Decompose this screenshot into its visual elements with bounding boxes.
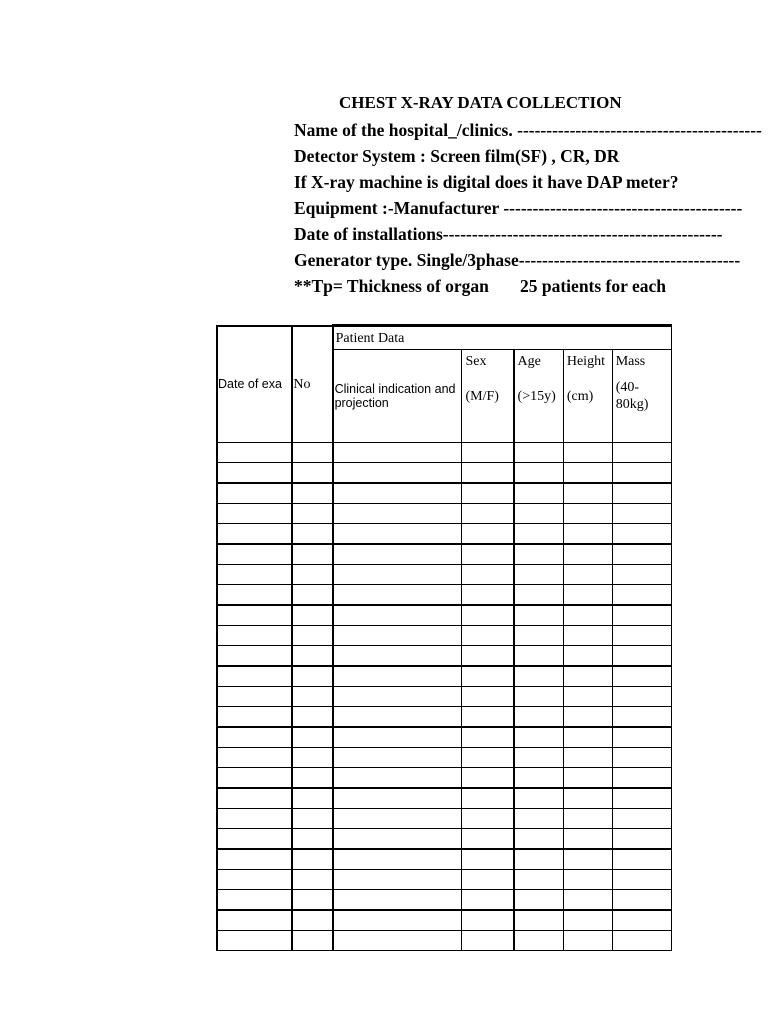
table-row <box>217 788 672 809</box>
table-row <box>217 910 672 931</box>
patient-data-table <box>216 324 672 951</box>
table-cell[interactable] <box>217 666 292 687</box>
table-cell[interactable] <box>563 626 612 646</box>
table-cell[interactable] <box>462 443 514 463</box>
table-cell[interactable] <box>563 849 612 870</box>
table-cell[interactable] <box>292 646 332 667</box>
table-row <box>217 768 672 789</box>
mass-header-cell <box>612 350 671 443</box>
patient-data-group-header: Patient Data <box>335 331 405 346</box>
table-cell[interactable] <box>217 748 292 768</box>
table-cell[interactable] <box>217 849 292 870</box>
table-cell[interactable] <box>612 687 671 707</box>
table-cell[interactable] <box>333 605 462 626</box>
table-row <box>217 585 672 606</box>
table-cell[interactable] <box>612 890 671 911</box>
table-cell[interactable] <box>514 483 564 504</box>
table-cell[interactable] <box>514 585 564 606</box>
sex-header-cell <box>462 350 514 443</box>
clinical-header: Clinical indication and projection <box>334 382 456 410</box>
table-cell[interactable] <box>563 768 612 789</box>
table-cell[interactable] <box>333 727 462 748</box>
table-cell[interactable] <box>462 931 514 951</box>
table-row <box>217 524 672 545</box>
table-cell[interactable] <box>292 585 332 606</box>
table-cell[interactable] <box>217 687 292 707</box>
table-cell[interactable] <box>333 585 462 606</box>
table-cell[interactable] <box>292 483 332 504</box>
table-cell[interactable] <box>514 443 564 463</box>
table-cell[interactable] <box>217 565 292 585</box>
table-cell[interactable] <box>333 646 462 667</box>
hospital-name-line: Name of the hospital_/clinics. ------------------------------------------ <box>294 120 762 140</box>
table-cell[interactable] <box>563 524 612 545</box>
table-cell[interactable] <box>333 504 462 524</box>
table-cell[interactable] <box>217 463 292 484</box>
table-cell[interactable] <box>514 504 564 524</box>
table-cell[interactable] <box>292 565 332 585</box>
table-cell[interactable] <box>612 544 671 565</box>
table-cell[interactable] <box>563 829 612 850</box>
table-cell[interactable] <box>514 707 564 728</box>
table-cell[interactable] <box>217 727 292 748</box>
table-cell[interactable] <box>462 605 514 626</box>
table-cell[interactable] <box>514 605 564 626</box>
table-cell[interactable] <box>292 809 332 829</box>
table-cell[interactable] <box>217 605 292 626</box>
table-cell[interactable] <box>333 768 462 789</box>
table-cell[interactable] <box>333 829 462 850</box>
table-cell[interactable] <box>333 707 462 728</box>
table-cell[interactable] <box>292 890 332 911</box>
table-cell[interactable] <box>217 788 292 809</box>
table-cell[interactable] <box>462 666 514 687</box>
table-cell[interactable] <box>217 870 292 890</box>
detector-system-line: Detector System : Screen film(SF) , CR, DR <box>294 146 620 166</box>
table-cell[interactable] <box>462 544 514 565</box>
table-cell[interactable] <box>333 809 462 829</box>
table-cell[interactable] <box>333 666 462 687</box>
table-row <box>217 890 672 911</box>
table-cell[interactable] <box>292 707 332 728</box>
table-cell[interactable] <box>333 870 462 890</box>
table-cell[interactable] <box>462 829 514 850</box>
table-cell[interactable] <box>612 605 671 626</box>
table-body <box>217 443 672 951</box>
table-cell[interactable] <box>563 605 612 626</box>
table-cell[interactable] <box>514 544 564 565</box>
table-cell[interactable] <box>462 504 514 524</box>
table-cell[interactable] <box>514 768 564 789</box>
table-cell[interactable] <box>563 443 612 463</box>
table-cell[interactable] <box>333 565 462 585</box>
table-cell[interactable] <box>462 910 514 931</box>
table-cell[interactable] <box>514 890 564 911</box>
table-cell[interactable] <box>563 931 612 951</box>
table-cell[interactable] <box>612 849 671 870</box>
table-row <box>217 727 672 748</box>
table-cell[interactable] <box>292 524 332 545</box>
table-cell[interactable] <box>333 544 462 565</box>
table-cell[interactable] <box>563 870 612 890</box>
table-cell[interactable] <box>563 910 612 931</box>
table-cell[interactable] <box>612 870 671 890</box>
form-title: CHEST X-RAY DATA COLLECTION <box>339 93 622 112</box>
table-cell[interactable] <box>292 463 332 484</box>
table-row <box>217 626 672 646</box>
table-cell[interactable] <box>514 666 564 687</box>
table-cell[interactable] <box>333 483 462 504</box>
table-row <box>217 443 672 463</box>
height-header-cell <box>563 350 612 443</box>
dap-meter-line: If X-ray machine is digital does it have DAP meter? <box>294 172 679 192</box>
table-cell[interactable] <box>462 727 514 748</box>
table-cell[interactable] <box>217 626 292 646</box>
table-cell[interactable] <box>612 748 671 768</box>
table-cell[interactable] <box>563 687 612 707</box>
table-row <box>217 809 672 829</box>
table-cell[interactable] <box>292 849 332 870</box>
table-cell[interactable] <box>333 748 462 768</box>
table-cell[interactable] <box>217 707 292 728</box>
table-row <box>217 931 672 951</box>
table-cell[interactable] <box>514 748 564 768</box>
table-cell[interactable] <box>612 727 671 748</box>
table-cell[interactable] <box>612 707 671 728</box>
table-cell[interactable] <box>612 585 671 606</box>
table-cell[interactable] <box>292 931 332 951</box>
sex-unit: (M/F) <box>465 389 499 404</box>
table-cell[interactable] <box>612 565 671 585</box>
table-cell[interactable] <box>333 443 462 463</box>
table-cell[interactable] <box>514 687 564 707</box>
table-cell[interactable] <box>333 788 462 809</box>
table-cell[interactable] <box>292 626 332 646</box>
table-cell[interactable] <box>333 910 462 931</box>
table-cell[interactable] <box>514 870 564 890</box>
sex-header: Sex <box>465 354 487 369</box>
table-cell[interactable] <box>217 829 292 850</box>
table-cell[interactable] <box>462 463 514 484</box>
table-cell[interactable] <box>217 809 292 829</box>
manufacturer-line: Equipment :-Manufacturer ----------------------------------------- <box>294 198 743 218</box>
table-cell[interactable] <box>292 605 332 626</box>
table-cell[interactable] <box>333 890 462 911</box>
table-cell[interactable] <box>563 748 612 768</box>
table-cell[interactable] <box>217 524 292 545</box>
table-cell[interactable] <box>217 646 292 667</box>
table-cell[interactable] <box>612 809 671 829</box>
table-cell[interactable] <box>292 544 332 565</box>
table-row <box>217 666 672 687</box>
table-cell[interactable] <box>333 524 462 545</box>
table-cell[interactable] <box>217 890 292 911</box>
table-cell[interactable] <box>612 646 671 667</box>
table-cell[interactable] <box>563 646 612 667</box>
table-cell[interactable] <box>563 727 612 748</box>
table-cell[interactable] <box>292 727 332 748</box>
table-cell[interactable] <box>333 463 462 484</box>
table-row <box>217 687 672 707</box>
table-cell[interactable] <box>292 748 332 768</box>
table-cell[interactable] <box>217 768 292 789</box>
table-cell[interactable] <box>563 504 612 524</box>
table-cell[interactable] <box>292 666 332 687</box>
table-row <box>217 565 672 585</box>
table-row <box>217 748 672 768</box>
no-header-cell <box>292 326 332 443</box>
table-cell[interactable] <box>514 809 564 829</box>
table-cell[interactable] <box>563 463 612 484</box>
table-cell[interactable] <box>612 483 671 504</box>
table-row <box>217 605 672 626</box>
age-header-cell <box>514 350 564 443</box>
table-row <box>217 829 672 850</box>
table-cell[interactable] <box>612 504 671 524</box>
table-cell[interactable] <box>333 849 462 870</box>
mass-unit: (40-80kg) <box>615 380 649 412</box>
table-cell[interactable] <box>612 463 671 484</box>
table-cell[interactable] <box>462 809 514 829</box>
date-header-cell <box>217 326 292 443</box>
table-cell[interactable] <box>462 687 514 707</box>
patients-note: 25 patients for each <box>520 276 666 296</box>
table-cell[interactable] <box>462 565 514 585</box>
table-row <box>217 870 672 890</box>
table-cell[interactable] <box>563 565 612 585</box>
table-cell[interactable] <box>462 748 514 768</box>
table-cell[interactable] <box>462 524 514 545</box>
thickness-note-line: **Tp= Thickness of organ <box>294 276 489 296</box>
table-cell[interactable] <box>563 544 612 565</box>
table-cell[interactable] <box>563 666 612 687</box>
table-cell[interactable] <box>563 707 612 728</box>
table-cell[interactable] <box>462 849 514 870</box>
table-row <box>217 544 672 565</box>
table-row <box>217 504 672 524</box>
table-row <box>217 646 672 667</box>
table-cell[interactable] <box>292 687 332 707</box>
table-cell[interactable] <box>333 931 462 951</box>
mass-header: Mass <box>615 354 646 369</box>
table-cell[interactable] <box>292 768 332 789</box>
table-cell[interactable] <box>514 463 564 484</box>
height-unit: (cm) <box>566 389 594 404</box>
table-cell[interactable] <box>612 626 671 646</box>
table-cell[interactable] <box>563 585 612 606</box>
table-cell[interactable] <box>612 788 671 809</box>
installation-date-line: Date of installations------------------------------------------------ <box>294 224 723 244</box>
table-cell[interactable] <box>514 626 564 646</box>
table-cell[interactable] <box>462 768 514 789</box>
table-cell[interactable] <box>514 727 564 748</box>
table-cell[interactable] <box>462 585 514 606</box>
table-cell[interactable] <box>217 931 292 951</box>
table-cell[interactable] <box>612 910 671 931</box>
date-header: Date of exa <box>218 377 282 392</box>
table-cell[interactable] <box>217 443 292 463</box>
table-cell[interactable] <box>563 788 612 809</box>
table-cell[interactable] <box>612 443 671 463</box>
table-cell[interactable] <box>612 829 671 850</box>
table-cell[interactable] <box>292 829 332 850</box>
table-cell[interactable] <box>292 788 332 809</box>
table-cell[interactable] <box>612 768 671 789</box>
table-cell[interactable] <box>514 829 564 850</box>
height-header: Height <box>566 354 605 369</box>
table-cell[interactable] <box>612 524 671 545</box>
table-cell[interactable] <box>333 687 462 707</box>
generator-type-line: Generator type. Single/3phase-------------------------------------- <box>294 250 741 270</box>
table-cell[interactable] <box>612 931 671 951</box>
table-cell[interactable] <box>514 788 564 809</box>
clinical-header-cell <box>333 350 462 443</box>
table-cell[interactable] <box>292 870 332 890</box>
table-cell[interactable] <box>462 707 514 728</box>
table-cell[interactable] <box>563 890 612 911</box>
table-cell[interactable] <box>217 910 292 931</box>
table-row <box>217 707 672 728</box>
table-cell[interactable] <box>292 910 332 931</box>
table-cell[interactable] <box>514 849 564 870</box>
table-cell[interactable] <box>292 443 332 463</box>
age-header: Age <box>517 354 541 369</box>
table-cell[interactable] <box>514 931 564 951</box>
table-cell[interactable] <box>514 565 564 585</box>
table-cell[interactable] <box>217 585 292 606</box>
table-row <box>217 483 672 504</box>
table-cell[interactable] <box>217 544 292 565</box>
table-row <box>217 849 672 870</box>
table-cell[interactable] <box>563 483 612 504</box>
table-cell[interactable] <box>217 504 292 524</box>
patient-data-group-cell <box>333 326 672 350</box>
age-unit: (>15y) <box>517 389 556 404</box>
table-cell[interactable] <box>462 788 514 809</box>
table-cell[interactable] <box>462 870 514 890</box>
table-cell[interactable] <box>462 483 514 504</box>
table-cell[interactable] <box>514 524 564 545</box>
table-cell[interactable] <box>612 666 671 687</box>
table-cell[interactable] <box>563 809 612 829</box>
table-cell[interactable] <box>217 483 292 504</box>
no-header: No <box>293 377 311 393</box>
table-cell[interactable] <box>292 504 332 524</box>
table-cell[interactable] <box>514 646 564 667</box>
table-cell[interactable] <box>462 890 514 911</box>
table-cell[interactable] <box>333 626 462 646</box>
table-row <box>217 463 672 484</box>
table-cell[interactable] <box>462 646 514 667</box>
table-cell[interactable] <box>514 910 564 931</box>
table-cell[interactable] <box>462 626 514 646</box>
